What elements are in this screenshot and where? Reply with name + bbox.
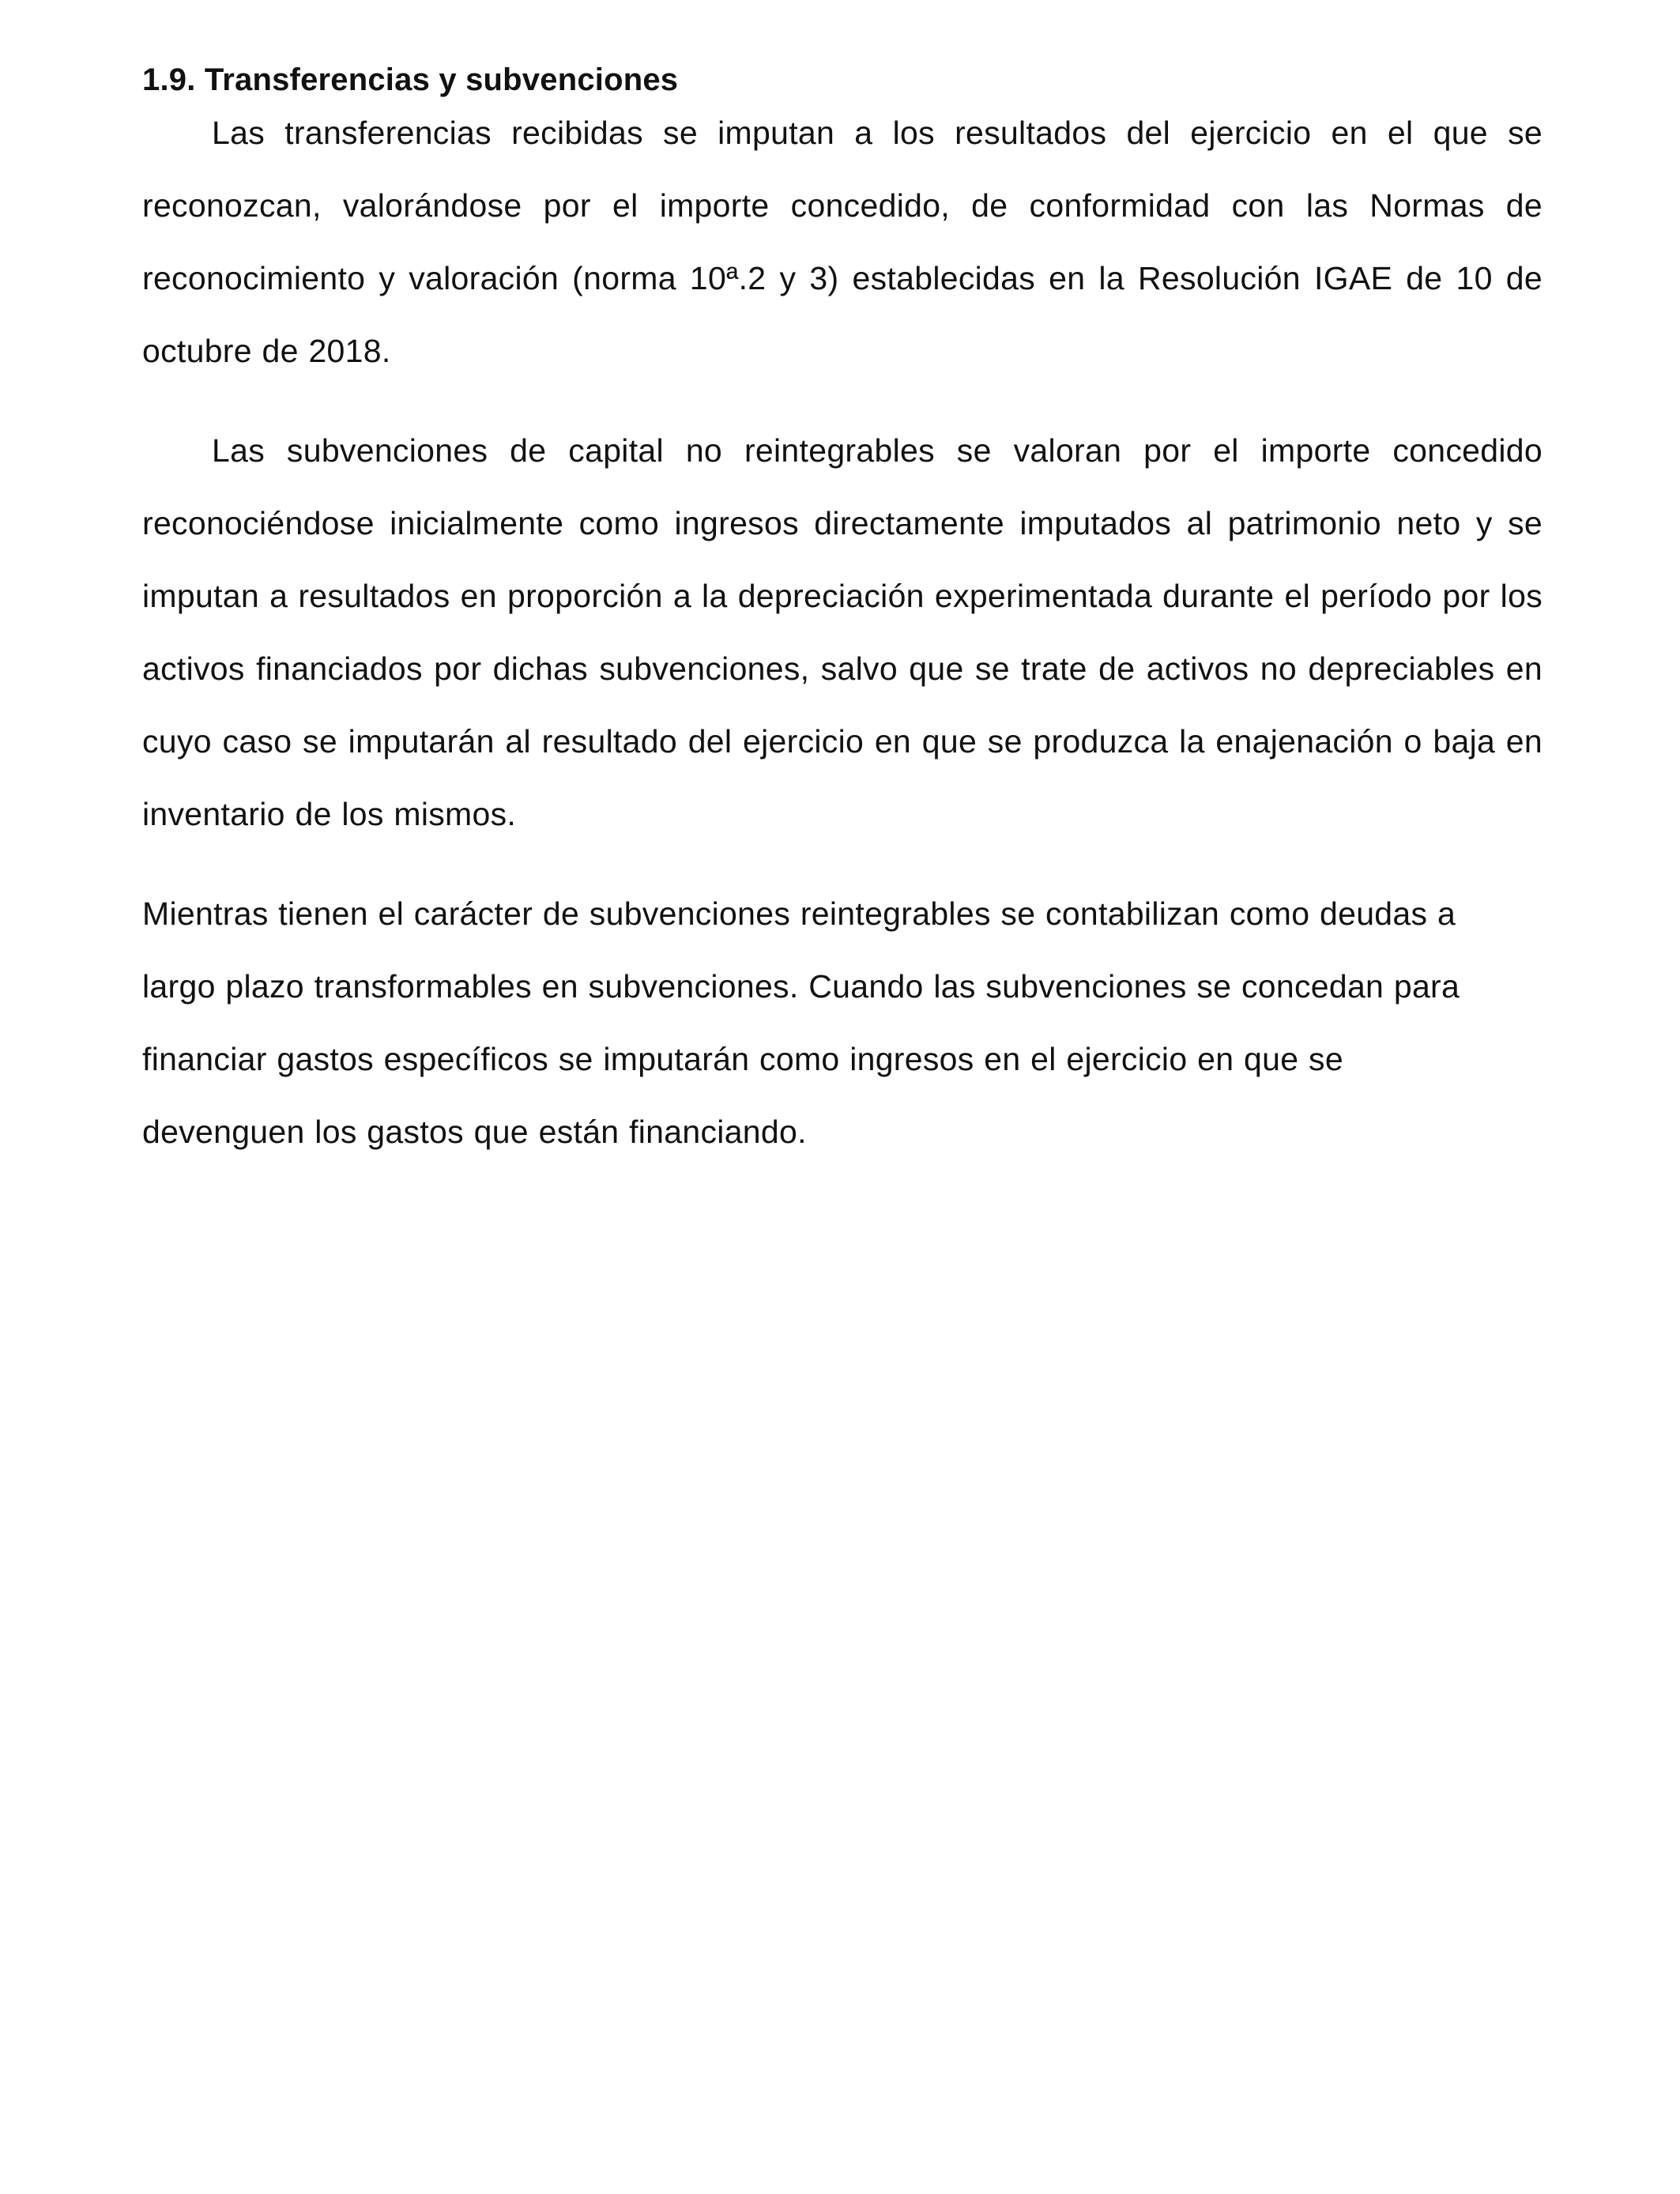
section-title: 1.9. Transferencias y subvenciones — [142, 62, 679, 97]
paragraph-subvenciones-reintegrables: Mientras tienen el carácter de subvenciones reintegrables se contabilizan como deudas a largo plazo transformables en subvenciones. Cuando las subvenciones se concedan para financiar gastos específicos se imputarán como ingresos en el ejercicio en que se devenguen los gastos que están financiando. — [142, 895, 1460, 1150]
paragraph-transferencias: Las transferencias recibidas se imputan a los resultados del ejercicio en el que se reconozcan, valorándose por el importe concedido, de conformidad con las Normas de reconocimiento y valoración (norma 10ª.2 y 3) establecidas en la Resolución IGAE de 10 de octubre de 2018. — [142, 115, 1543, 369]
paragraph-subvenciones-capital: Las subvenciones de capital no reintegrables se valoran por el importe concedido reconociéndose inicialmente como ingresos directamente imputados al patrimonio neto y se imputan a resultados en proporción a la depreciación experimentada durante el período por los activos financiados por dichas subvenciones, salvo que se trate de activos no depreciables en cuyo caso se imputarán al resultado del ejercicio en que se produzca la enajenación o baja en inventario de los mismos. — [142, 432, 1543, 832]
document-content — [142, 60, 1543, 1168]
